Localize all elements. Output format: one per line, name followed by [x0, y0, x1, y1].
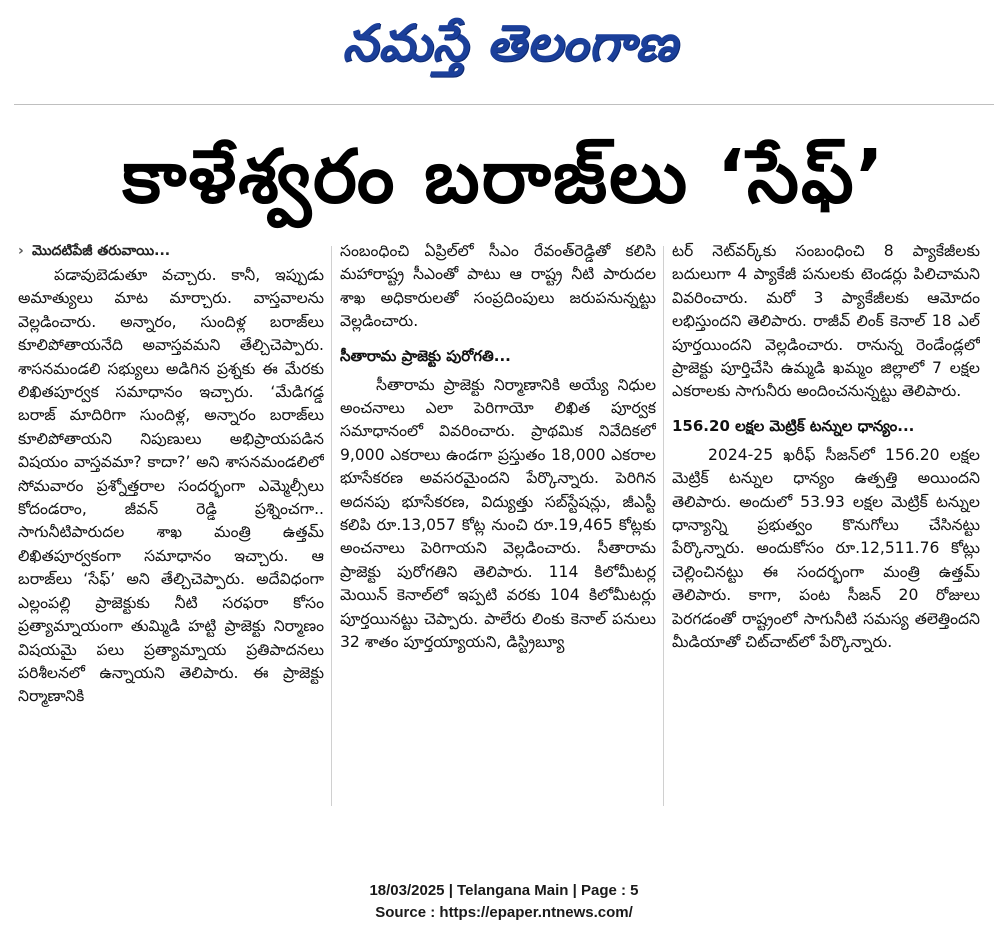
- article-paragraph: సంబంధించి ఏప్రిల్‌లో సీఎం రేవంత్‌రెడ్డితో కలిసి మహారాష్ట్ర సీఎంతో పాటు ఆ రాష్ట్ర నీటి పారుదల శాఖ అధికారులతో సంప్రదింపులు జరుపనున్నట్టు వెల్లడించారు.: [340, 242, 656, 331]
- column-divider: [331, 246, 332, 806]
- article-paragraph: 2024-25 ఖరీఫ్‌ సీజన్‌లో 156.20 లక్షల మెట్రిక్‌ టన్నుల ధాన్యం ఉత్పత్తి అయిందని తెలిపారు. అందులో 53.93 లక్షల మెట్రిక్‌ టన్నుల ధాన్యాన్ని ప్రభుత్వం కొనుగోలు చేసినట్టు పేర్కొన్నారు. అందుకోసం రూ.12,511.76 కోట్లు చెల్లించినట్టు ఈ సందర్భంగా మంత్రి ఉత్తమ్‌ తెలిపారు. కాగా, పంట సీజన్‌ 20 రోజులు పెరగడంతో రాష్ట్రంలో సాగునీటి సమస్య తలెత్తిందని మీడియాతో చిట్‌చాట్‌లో పేర్కొన్నారు.: [672, 445, 980, 652]
- continued-label-text: మొదటిపేజీ తరువాయి...: [32, 243, 171, 259]
- section-subheading: సీతారామ ప్రాజెక్టు పురోగతి...: [340, 346, 511, 365]
- continued-label: [18, 240, 324, 262]
- newspaper-logo: నమస్తే తెలంగాణ: [342, 14, 678, 72]
- edition-info: 18/03/2025 | Telangana Main | Page : 5: [369, 882, 639, 899]
- article-column-1: [18, 240, 324, 836]
- masthead: [0, 0, 1008, 96]
- chevron-right-icon: ›: [18, 243, 24, 259]
- source-link[interactable]: Source : https://epaper.ntnews.com/: [375, 904, 633, 921]
- article-headline: కాళేశ్వరం బరాజ్‌లు ‘సేఫ్‌’: [122, 134, 886, 220]
- article-column-2: [340, 240, 656, 836]
- article-paragraph: పడావుబెడుతూ వచ్చారు. కానీ, ఇప్పుడు అమాత్యులు మాట మార్చారు. వాస్తవాలను వెల్లడించారు. అన్నారం, సుందిళ్ల బరాజ్‌లు కూలిపోతాయనేది అవాస్తవమని తేల్చిచెప్పారు. శాసనమండలి సభ్యులు అడిగిన ప్రశ్నకు ఈ మేరకు లిఖితపూర్వక సమాధానం ఇచ్చారు. ‘మేడిగడ్డ బరాజ్‌ మాదిరిగా సుందిళ్ల, అన్నారం బరాజ్‌లు కూలిపోతాయని నిపుణులు అభిప్రాయపడిన విషయం వాస్తవమా? కాదా?’ అని శాసనమండలిలో సోమవారం ప్రశ్నోత్తరాల సందర్భంగా ఎమ్మెల్సీలు కోదండరాం, జీవన్‌ రెడ్డి ప్రశ్నించగా.. సాగునీటిపారుదల శాఖ మంత్రి ఉత్తమ్‌ లిఖితపూర్వకంగా సమాధానం ఇచ్చారు. ఆ బరాజ్‌లు ‘సేఫ్‌’ అని తేల్చిచెప్పారు. అదేవిధంగా ఎల్లంపల్లి ప్రాజెక్టుకు నీటి సరఫరా కోసం ప్రత్యామ్నాయంగా తుమ్మిడి హట్టి ప్రాజెక్టు నిర్మాణం విషయమై పలు ప్రత్యామ్నాయ ప్రతిపాదనలు పరిశీలనలో ఉన్నాయని తెలిపారు. ఈ ప్రాజెక్టు నిర్మాణానికి: [18, 266, 324, 706]
- article-body: [18, 240, 980, 836]
- section-subheading: 156.20 లక్షల మెట్రిక్‌ టన్నుల ధాన్యం...: [672, 416, 915, 435]
- page-footer: [0, 880, 1008, 924]
- column-divider: [663, 246, 664, 806]
- article-column-3: [672, 240, 980, 836]
- article-paragraph: టర్‌ నెట్‌వర్క్‌కు సంబంధించి 8 ప్యాకేజీలకు బదులుగా 4 ప్యాకేజీ పనులకు టెండర్లు పిలిచామని వివరించారు. మరో 3 ప్యాకేజీలకు ఆమోదం లభిస్తుందని తెలిపారు. రాజీవ్‌ లింక్‌ కెనాల్‌ 18 ఎల్‌ పూర్తయిందని వెల్లడించారు. రానున్న రెండేండ్లలో ప్రాజెక్టు పూర్తిచేసి ఉమ్మడి ఖమ్మం జిల్లాలో 7 లక్షల ఎకరాలకు సాగునీరు అందించనున్నట్టు తెలిపారు.: [672, 242, 980, 401]
- article-paragraph: సీతారామ ప్రాజెక్టు నిర్మాణానికి అయ్యే నిధుల అంచనాలు ఎలా పెరిగాయో లిఖిత పూర్వక సమాధానంలో వివరించారు. ప్రాథమిక నివేదికలో 9,000 ఎకరాలు ఉండగా ప్రస్తుతం 18,000 ఎకరాల భూసేకరణ అవసరమైందని పేర్కొన్నారు. పెరిగిన అదనపు భూసేకరణ, విద్యుత్తు సబ్‌స్టేషన్లు, జీఎస్టీ కలిపి రూ.13,057 కోట్ల నుంచి రూ.19,465 కోట్లకు అంచనాలు పెరిగాయని వెల్లడించారు. సీతారామ ప్రాజెక్టు పురోగతిని తెలిపారు. 114 కిలోమీటర్ల మెయిన్‌ కెనాల్‌లో ఇప్పటి వరకు 104 కిలోమీటర్లు పూర్తయినట్టు చెప్పారు. పాలేరు లింకు కెనాల్‌ పనులు 32 శాతం పూర్తయ్యాయని, డిస్ట్రిబ్యూ: [340, 375, 656, 652]
- masthead-divider: [14, 104, 994, 105]
